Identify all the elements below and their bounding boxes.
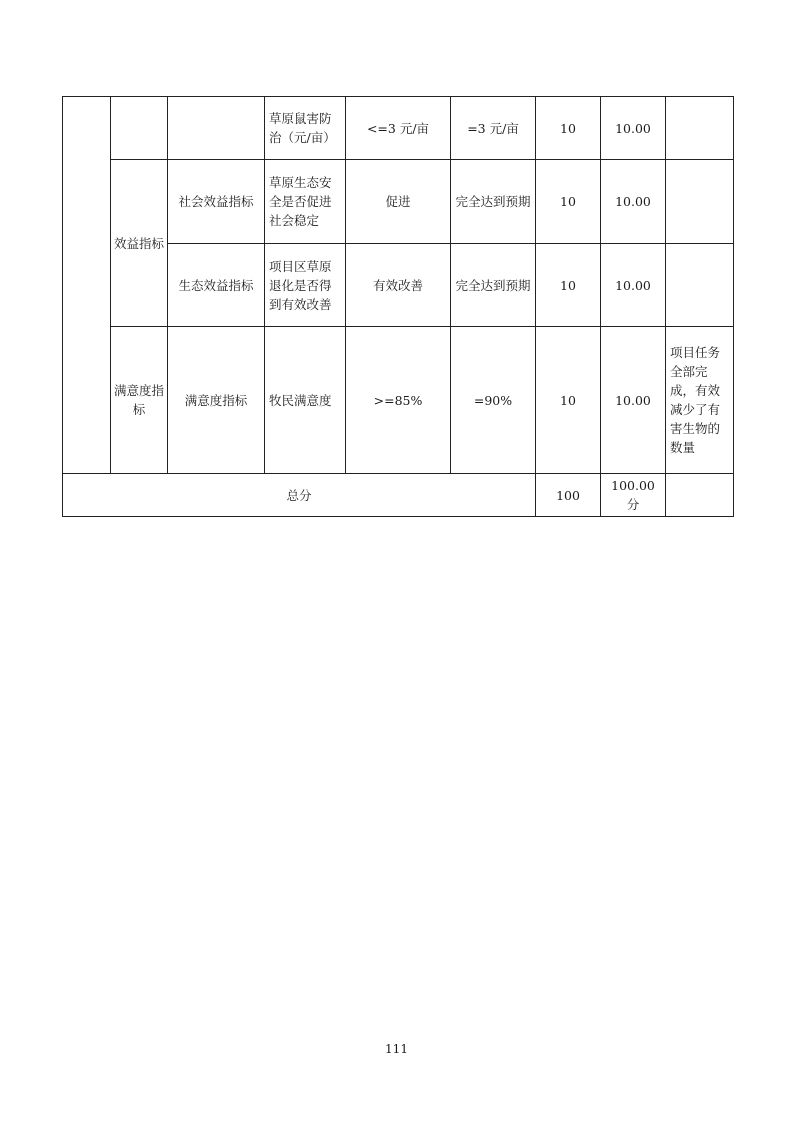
actual-value-cell: 完全达到预期 bbox=[451, 244, 536, 327]
level1-cell: 满意度指标 bbox=[111, 327, 168, 474]
target-value-cell: >=85% bbox=[346, 327, 451, 474]
page-number: 111 bbox=[385, 1042, 408, 1056]
category-cell bbox=[63, 97, 111, 474]
indicator-cell: 牧民满意度 bbox=[265, 327, 346, 474]
performance-table bbox=[62, 96, 734, 517]
note-cell: 项目任务全部完成，有效减少了有害生物的数量 bbox=[666, 327, 734, 474]
indicator-cell: 草原生态安全是否促进社会稳定 bbox=[265, 160, 346, 244]
target-value-cell: 促进 bbox=[346, 160, 451, 244]
table-row bbox=[63, 160, 734, 244]
score-cell: 10.00 bbox=[601, 327, 666, 474]
weight-cell: 10 bbox=[536, 160, 601, 244]
note-cell bbox=[666, 97, 734, 160]
note-cell bbox=[666, 244, 734, 327]
score-cell: 10.00 bbox=[601, 244, 666, 327]
note-cell bbox=[666, 160, 734, 244]
score-cell: 10.00 bbox=[601, 97, 666, 160]
weight-cell: 10 bbox=[536, 244, 601, 327]
weight-cell: 10 bbox=[536, 97, 601, 160]
total-weight-cell: 100 bbox=[536, 474, 601, 517]
level2-cell: 社会效益指标 bbox=[168, 160, 265, 244]
weight-cell: 10 bbox=[536, 327, 601, 474]
level2-cell bbox=[168, 97, 265, 160]
level2-cell: 满意度指标 bbox=[168, 327, 265, 474]
total-row bbox=[63, 474, 734, 517]
indicator-cell: 项目区草原退化是否得到有效改善 bbox=[265, 244, 346, 327]
table-row bbox=[63, 327, 734, 474]
target-value-cell: <=3 元/亩 bbox=[346, 97, 451, 160]
total-label-cell: 总分 bbox=[63, 474, 536, 517]
target-value-cell: 有效改善 bbox=[346, 244, 451, 327]
total-score-cell: 100.00 分 bbox=[601, 474, 666, 517]
total-note-cell bbox=[666, 474, 734, 517]
actual-value-cell: 完全达到预期 bbox=[451, 160, 536, 244]
indicator-cell: 草原鼠害防治（元/亩） bbox=[265, 97, 346, 160]
actual-value-cell: =90% bbox=[451, 327, 536, 474]
table-row bbox=[63, 97, 734, 160]
level2-cell: 生态效益指标 bbox=[168, 244, 265, 327]
score-cell: 10.00 bbox=[601, 160, 666, 244]
level1-cell bbox=[111, 97, 168, 160]
level1-cell: 效益指标 bbox=[111, 160, 168, 327]
actual-value-cell: =3 元/亩 bbox=[451, 97, 536, 160]
